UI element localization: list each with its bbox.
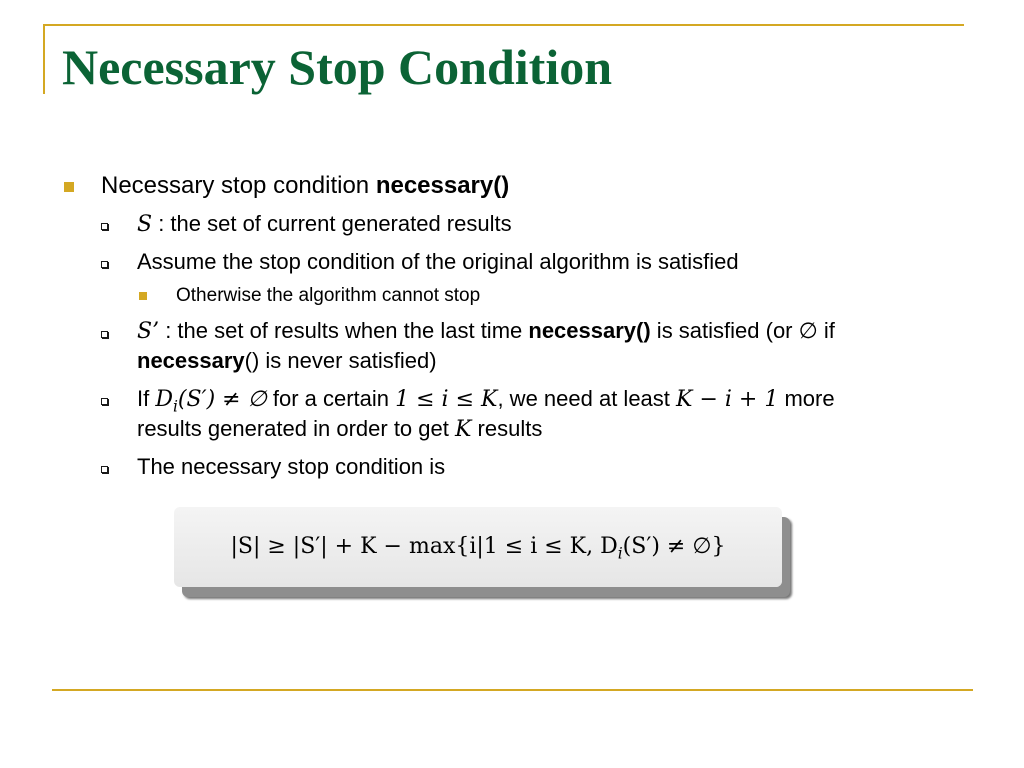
math-expression: K − i + 1 (676, 387, 779, 412)
sub-bullet-text: () is never satisfied) (244, 348, 437, 373)
bullet-bold-function: necessary() (375, 172, 510, 199)
sub-bullet-text: : the set of results when the last time (159, 318, 529, 343)
sub-bullet-icon (101, 331, 108, 338)
sub-bullet-assume (137, 247, 739, 277)
sub-bullet-text: for a certain (266, 386, 396, 411)
formula-subscript: i (617, 544, 623, 563)
formula-part: |S| ≥ |S′| + K − max{i|1 ≤ i ≤ K, D (230, 534, 618, 559)
sub-bullet-s-prime-definition (137, 316, 835, 347)
sub-bullet-s-definition (137, 209, 512, 240)
sub-bullet-text: , we need at least (497, 386, 677, 411)
math-expression: 1 ≤ i ≤ K (395, 387, 498, 412)
var-s-prime: S’ (137, 319, 160, 344)
math-subscript: i (172, 397, 178, 416)
title-frame-top-rule (43, 24, 964, 26)
sub-bullet-icon (101, 398, 108, 405)
sub-bullet-text: : the set of current generated results (152, 211, 512, 236)
formula-part: (S′) ≠ ∅} (622, 534, 726, 559)
sub-sub-bullet-otherwise (176, 283, 480, 309)
bullet-square-icon (64, 182, 74, 192)
sub-sub-bullet-text: Otherwise the algorithm cannot stop (176, 285, 481, 306)
bullet-text: Necessary stop condition (101, 172, 376, 199)
sub-bullet-text: is satisfied (or ∅ if (650, 318, 835, 343)
sub-bullet-s-prime-continuation (137, 346, 437, 376)
formula-expression (174, 532, 782, 562)
sub-bullet-if-continuation (137, 414, 542, 445)
sub-bullet-text: more (778, 386, 835, 411)
sub-bullet-text: The necessary stop condition is (137, 454, 446, 479)
bold-function: necessary() (528, 318, 651, 343)
sub-bullet-icon (101, 466, 108, 473)
footer-rule (52, 689, 973, 691)
bullet-necessary-stop-condition (101, 171, 509, 201)
bullet-square-icon (139, 292, 147, 300)
var-s: S (137, 212, 153, 237)
sub-bullet-text: results (471, 416, 543, 441)
slide-title: Necessary Stop Condition (62, 39, 613, 95)
bold-function: necessary (137, 348, 245, 373)
sub-bullet-text: If (137, 386, 156, 411)
math-d: D (155, 387, 173, 412)
sub-bullet-icon (101, 261, 108, 268)
math-k: K (454, 417, 472, 442)
sub-bullet-text: Assume the stop condition of the original algorithm is satisfied (137, 249, 739, 274)
formula-box (174, 507, 782, 587)
math-expression: (S′) ≠ ∅ (177, 387, 267, 412)
sub-bullet-icon (101, 223, 108, 230)
sub-bullet-text: results generated in order to get (137, 416, 455, 441)
sub-bullet-necessary-condition (137, 452, 445, 482)
sub-bullet-if-condition (137, 384, 835, 415)
title-frame-left-rule (43, 24, 45, 94)
